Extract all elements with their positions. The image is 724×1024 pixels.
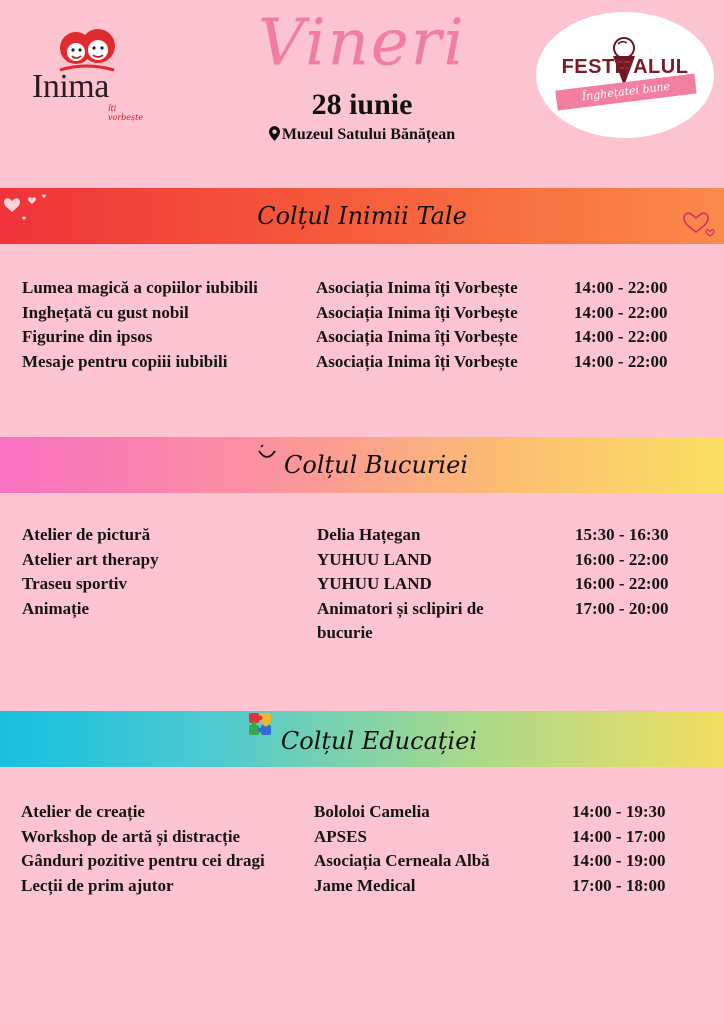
time-cell: 14:00 - 22:00 — [574, 327, 668, 346]
table-row — [21, 825, 701, 850]
inima-brand: Inima — [32, 68, 109, 105]
organizer-cell: Delia Hațegan — [317, 525, 421, 544]
section-bar-inimii — [0, 188, 724, 244]
table-row — [22, 350, 702, 375]
location-pin-icon — [269, 126, 280, 141]
activity-cell: Atelier de creație — [21, 802, 145, 821]
time-cell: 14:00 - 22:00 — [574, 278, 668, 297]
time-cell: 14:00 - 22:00 — [574, 302, 668, 322]
day-title: Vineri — [258, 6, 466, 80]
table-row — [22, 548, 702, 573]
organizer-cell: Asociația Inima îți Vorbește — [316, 302, 518, 322]
activity-cell: Animație — [22, 598, 90, 618]
time-cell: 15:30 - 16:30 — [575, 525, 669, 544]
table-row — [22, 597, 702, 646]
location-text: Muzeul Satului Bănățean — [281, 126, 456, 143]
puzzle-icon — [247, 711, 275, 739]
section-table-inimii — [22, 276, 702, 374]
organizer-cell: YUHUU LAND — [317, 549, 432, 569]
festival-word: FESTIVALUL — [561, 56, 689, 78]
organizer-cell: Animatori și sclipiri de bucurie — [317, 598, 484, 642]
festival-ribbon: Înghețatei bune — [555, 74, 696, 111]
activity-cell: Traseu sportiv — [22, 574, 127, 593]
time-cell: 14:00 - 17:00 — [572, 826, 666, 846]
section-title-text: Colțul Bucuriei — [284, 451, 468, 479]
organizer-cell: Asociația Inima îți Vorbește — [316, 278, 518, 297]
activity-cell: Figurine din ipsos — [22, 327, 153, 346]
section-title — [0, 711, 724, 767]
table-row — [21, 874, 701, 899]
organizer-cell: Jame Medical — [314, 875, 416, 895]
time-cell: 16:00 - 22:00 — [575, 574, 669, 593]
event-date: 28 iunie — [311, 88, 413, 121]
activity-cell: Atelier de pictură — [22, 525, 151, 544]
section-table-educatiei — [21, 800, 701, 898]
time-cell: 14:00 - 19:00 — [572, 851, 666, 870]
table-row — [22, 572, 702, 597]
organizer-cell: Asociația Inima îți Vorbește — [316, 351, 518, 371]
table-row — [21, 800, 701, 825]
time-cell: 17:00 - 20:00 — [575, 598, 669, 618]
table-row — [22, 301, 702, 326]
section-bar-bucuriei — [0, 437, 724, 493]
time-cell: 14:00 - 19:30 — [572, 802, 666, 821]
section-title-text: Colțul Inimii Tale — [257, 202, 467, 230]
table-row — [21, 849, 701, 874]
section-table-bucuriei — [22, 523, 702, 646]
organizer-cell: YUHUU LAND — [317, 574, 432, 593]
activity-cell: Inghețată cu gust nobil — [22, 302, 189, 322]
activity-cell: Workshop de artă și distracție — [21, 826, 241, 846]
section-title — [0, 188, 724, 244]
organizer-cell: Asociația Cerneala Albă — [314, 851, 490, 870]
section-title-text: Colțul Educației — [280, 727, 478, 755]
inima-tagline: îți vorbește — [108, 104, 144, 122]
organizer-cell: Asociația Inima îți Vorbește — [316, 327, 518, 346]
festival-logo — [536, 12, 714, 138]
activity-cell: Atelier art therapy — [22, 549, 159, 569]
section-title — [0, 437, 724, 493]
activity-cell: Mesaje pentru copiii iubibili — [22, 351, 228, 371]
section-bar-educatiei — [0, 711, 724, 767]
table-row — [22, 325, 702, 350]
organizer-cell: APSES — [314, 826, 367, 846]
time-cell: 16:00 - 22:00 — [575, 549, 669, 569]
table-row — [22, 276, 702, 301]
table-row — [22, 523, 702, 548]
smile-icon — [256, 443, 278, 465]
time-cell: 14:00 - 22:00 — [574, 351, 668, 371]
activity-cell: Lecții de prim ajutor — [21, 875, 174, 895]
time-cell: 17:00 - 18:00 — [572, 875, 666, 895]
organizer-cell: Bololoi Camelia — [314, 802, 430, 821]
activity-cell: Lumea magică a copiilor iubibili — [22, 278, 258, 297]
activity-cell: Gânduri pozitive pentru cei dragi — [21, 851, 265, 870]
